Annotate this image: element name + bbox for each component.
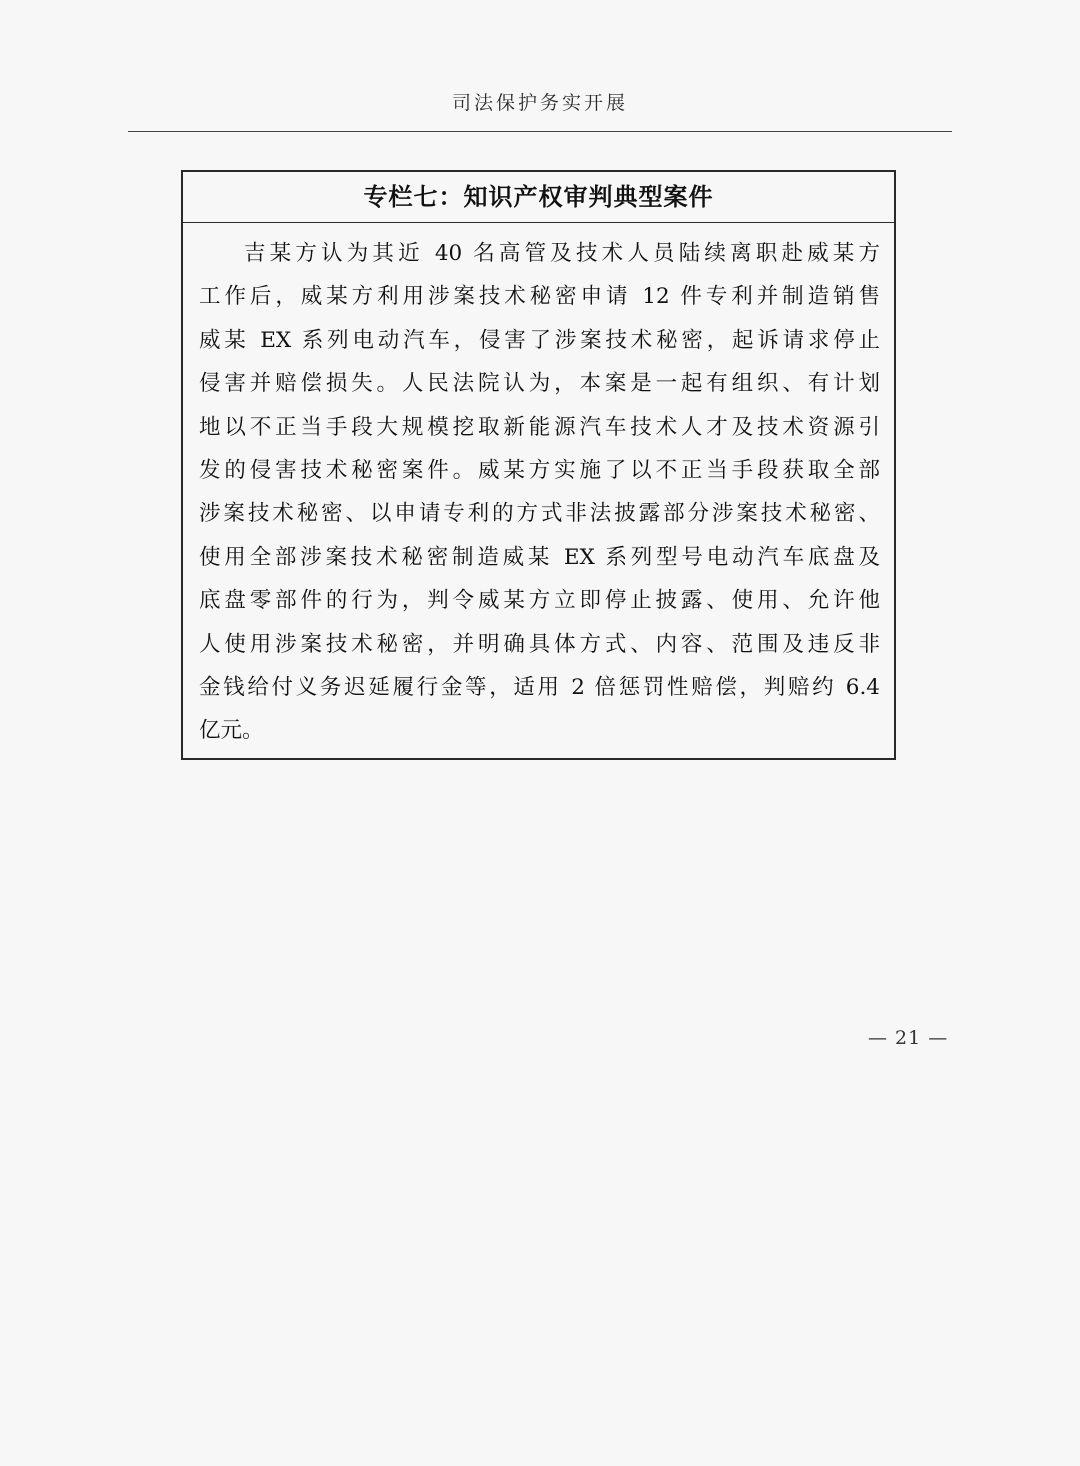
header-divider (128, 131, 952, 132)
body-line: 涉案技术秘密、以申请专利的方式非法披露部分涉案技术秘密、 (199, 501, 880, 527)
body-line: 地以不正当手段大规模挖取新能源汽车技术人才及技术资源引 (199, 414, 880, 440)
body-line: 使用全部涉案技术秘密制造威某 EX 系列型号电动汽车底盘及 (199, 544, 880, 570)
body-line: 亿元。 (199, 718, 264, 744)
column-title: 专栏七：知识产权审判典型案件 (183, 172, 894, 223)
body-line: 金钱给付义务迟延履行金等，适用 2 倍惩罚性赔偿，判赔约 6.4 (199, 674, 880, 700)
running-header: 司法保护务实开展 (451, 92, 628, 114)
body-line: 工作后，威某方利用涉案技术秘密申请 12 件专利并制造销售 (199, 284, 880, 310)
body-line: 发的侵害技术秘密案件。威某方实施了以不正当手段获取全部 (199, 457, 880, 483)
body-line: 底盘零部件的行为，判令威某方立即停止披露、使用、允许他 (199, 588, 880, 614)
body-line: 人使用涉案技术秘密，并明确具体方式、内容、范围及违反非 (199, 631, 880, 657)
body-line: 侵害并赔偿损失。人民法院认为，本案是一起有组织、有计划 (199, 371, 880, 397)
body-line: 吉某方认为其近 40 名高管及技术人员陆续离职赴威某方 (244, 241, 880, 266)
case-column-box (181, 170, 896, 760)
page-number: — 21 — (868, 1027, 949, 1049)
body-line: 威某 EX 系列电动汽车，侵害了涉案技术秘密，起诉请求停止 (199, 327, 880, 353)
column-body (183, 223, 894, 753)
